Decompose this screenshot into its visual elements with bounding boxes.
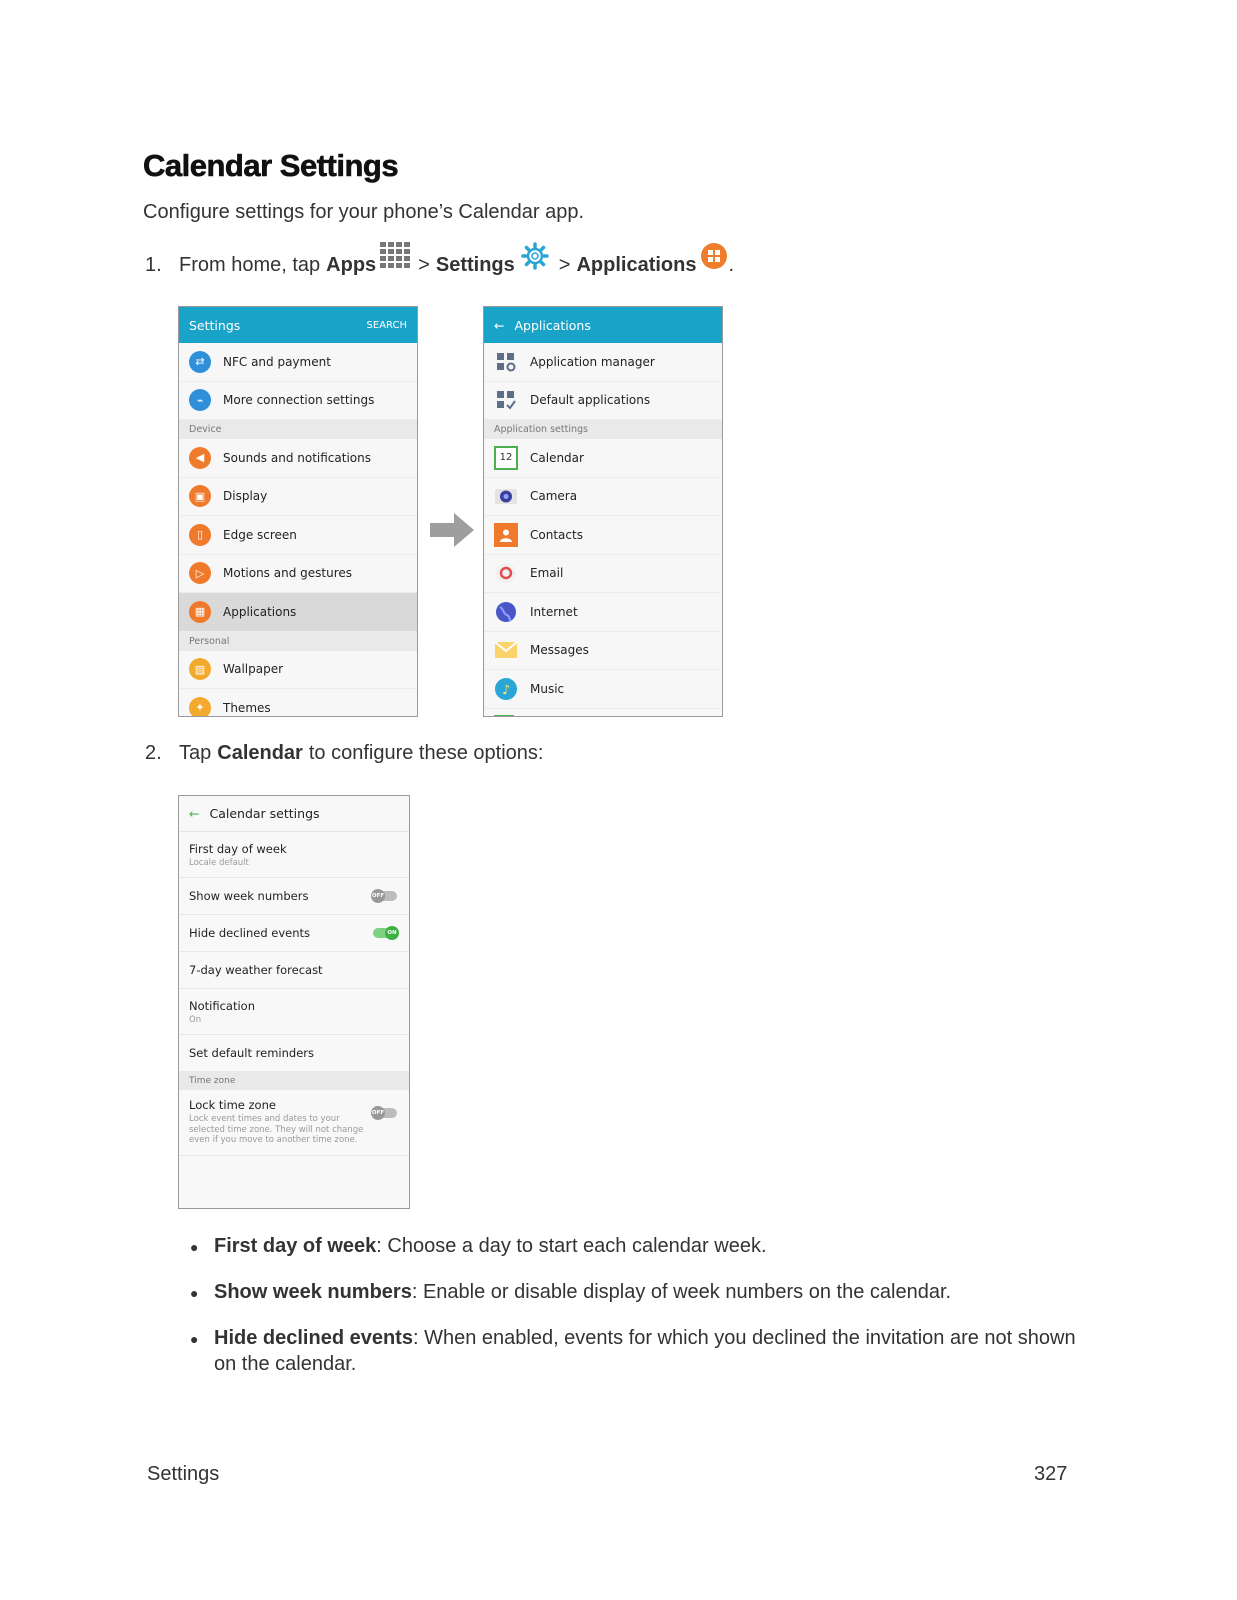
list-item[interactable] xyxy=(484,343,722,382)
default-apps-icon xyxy=(494,388,518,412)
intro-text: Configure settings for your phone’s Calendar app. xyxy=(143,201,585,223)
setting-label: First day of week xyxy=(189,841,287,856)
section-header: Application settings xyxy=(484,420,722,439)
list-item[interactable] xyxy=(484,478,722,517)
lock-time-zone-setting[interactable] xyxy=(179,1090,409,1156)
list-item xyxy=(190,1325,1090,1377)
option-name: Show week numbers xyxy=(214,1281,412,1303)
calendar-settings-header xyxy=(179,796,409,832)
settings-header xyxy=(179,307,417,343)
section-header: Time zone xyxy=(179,1072,409,1090)
first-day-setting[interactable] xyxy=(179,832,409,878)
settings-header-title: Settings xyxy=(189,317,241,333)
page-title: Calendar Settings xyxy=(143,148,399,183)
next-app-icon-partial xyxy=(494,715,514,718)
section-header: Device xyxy=(179,420,417,439)
applications-icon: ▦ xyxy=(189,601,211,623)
applications-header-title: Applications xyxy=(514,317,591,333)
notification-setting[interactable] xyxy=(179,989,409,1035)
search-link[interactable]: SEARCH xyxy=(366,319,407,331)
list-item-label: Application manager xyxy=(530,354,655,369)
nfc-icon: ⇄ xyxy=(189,351,211,373)
setting-label: Notification xyxy=(189,998,255,1013)
applications-header xyxy=(484,307,722,343)
step-number: 2. xyxy=(145,742,162,764)
gear-icon xyxy=(521,242,549,276)
step-number: 1. xyxy=(145,253,162,276)
back-arrow-icon[interactable]: ← xyxy=(494,317,505,333)
lock-time-zone-toggle[interactable]: OFF xyxy=(373,1108,397,1118)
list-item[interactable] xyxy=(179,439,417,478)
options-list xyxy=(190,1233,1090,1396)
bullet-icon: ● xyxy=(190,1285,199,1301)
separator: > xyxy=(558,253,571,276)
internet-icon xyxy=(494,600,518,624)
reminders-setting[interactable] xyxy=(179,1035,409,1072)
list-item-label: Email xyxy=(530,566,564,581)
bullet-icon: ● xyxy=(190,1239,199,1255)
app-manager-icon xyxy=(494,350,518,374)
calendar-settings-screenshot xyxy=(178,795,410,1209)
calendar-icon: 12 xyxy=(494,446,518,470)
option-desc: : Choose a day to start each calendar week. xyxy=(376,1235,767,1257)
list-item[interactable] xyxy=(484,516,722,555)
setting-label: 7-day weather forecast xyxy=(189,963,323,977)
option-desc: : Enable or disable display of week numbers on the calendar. xyxy=(411,1281,952,1303)
applications-label: Applications xyxy=(576,253,697,276)
option-name: First day of week xyxy=(214,1235,377,1257)
setting-sub: Lock event times and dates to your selected time zone. They will not change even if you move to another time zone. xyxy=(189,1114,364,1145)
camera-icon xyxy=(494,484,518,508)
sound-icon: ◀ xyxy=(189,447,211,469)
page-number: 327 xyxy=(1034,1463,1068,1485)
footer-section: Settings xyxy=(147,1463,220,1485)
list-item-label: More connection settings xyxy=(223,393,375,408)
setting-sub: Locale default xyxy=(189,857,249,868)
list-item-label: Music xyxy=(530,681,565,696)
list-item[interactable] xyxy=(179,516,417,555)
music-icon xyxy=(494,677,518,701)
calendar-settings-title: Calendar settings xyxy=(209,806,320,821)
list-item-label: Sounds and notifications xyxy=(223,450,371,465)
setting-label: Hide declined events xyxy=(189,926,311,940)
setting-label: Show week numbers xyxy=(189,889,309,903)
wallpaper-icon: ▨ xyxy=(189,658,211,680)
list-item-label: Wallpaper xyxy=(223,662,284,677)
email-icon xyxy=(494,561,518,585)
list-item-label: Messages xyxy=(530,643,589,658)
weather-setting[interactable] xyxy=(179,952,409,989)
list-item-label: Contacts xyxy=(530,527,583,542)
step-end: . xyxy=(728,253,735,276)
svg-text:♪: ♪ xyxy=(502,682,511,698)
list-item-label: Default applications xyxy=(530,393,651,408)
list-item[interactable] xyxy=(484,439,722,478)
list-item[interactable] xyxy=(484,670,722,709)
edge-screen-icon: ▯ xyxy=(189,524,211,546)
motions-icon: ▷ xyxy=(189,562,211,584)
themes-icon: ✦ xyxy=(189,697,211,717)
section-header: Personal xyxy=(179,632,417,651)
list-item-label: Motions and gestures xyxy=(223,566,353,581)
list-item-label: Display xyxy=(223,489,268,504)
settings-label: Settings xyxy=(435,253,515,276)
list-item[interactable] xyxy=(484,632,722,671)
connection-icon: ⌁ xyxy=(189,389,211,411)
list-item[interactable] xyxy=(484,593,722,632)
list-item[interactable] xyxy=(179,555,417,594)
list-item[interactable] xyxy=(179,343,417,382)
list-item-selected[interactable] xyxy=(179,593,417,632)
setting-sub: On xyxy=(189,1014,202,1025)
list-item[interactable] xyxy=(484,555,722,594)
separator: > xyxy=(418,253,430,276)
list-item xyxy=(190,1279,1090,1306)
step-text: to configure these options: xyxy=(308,742,544,764)
step-1 xyxy=(145,248,734,282)
list-item[interactable] xyxy=(179,478,417,517)
list-item-label: Edge screen xyxy=(223,527,297,542)
option-desc: : When enabled, events for which you declined the invitation are not shown on the calendar. xyxy=(214,1327,1076,1375)
list-item-label: Internet xyxy=(530,604,578,619)
settings-screenshot xyxy=(178,306,418,717)
list-item[interactable] xyxy=(179,651,417,690)
messages-icon xyxy=(494,638,518,662)
list-item[interactable] xyxy=(179,689,417,717)
apps-label: Apps xyxy=(326,253,377,276)
apps-grid-icon xyxy=(380,242,410,276)
list-item xyxy=(190,1233,1090,1260)
week-numbers-setting[interactable] xyxy=(179,878,409,915)
list-item-label: Themes xyxy=(223,700,271,715)
setting-label: Lock time zone xyxy=(189,1098,276,1112)
setting-label: Set default reminders xyxy=(189,1046,314,1060)
list-item-label: NFC and payment xyxy=(223,354,331,369)
contacts-icon xyxy=(494,523,518,547)
back-arrow-icon[interactable]: ← xyxy=(189,806,200,821)
step-text: Tap xyxy=(179,742,212,764)
hide-declined-toggle[interactable]: ON xyxy=(373,928,397,938)
list-item-label: Camera xyxy=(530,489,578,504)
list-item[interactable] xyxy=(179,382,417,421)
step-text: From home, tap xyxy=(179,253,321,276)
bullet-icon: ● xyxy=(190,1331,199,1347)
week-numbers-toggle[interactable]: OFF xyxy=(373,891,397,901)
hide-declined-setting[interactable] xyxy=(179,915,409,952)
list-item[interactable] xyxy=(484,382,722,421)
list-item-label: Calendar xyxy=(530,450,584,465)
applications-icon xyxy=(700,242,728,276)
calendar-label: Calendar xyxy=(217,742,303,764)
list-item-label: Applications xyxy=(223,604,297,619)
applications-screenshot xyxy=(483,306,723,717)
arrow-right-icon xyxy=(430,511,474,554)
step-2 xyxy=(145,742,543,765)
option-name: Hide declined events xyxy=(214,1327,413,1349)
display-icon: ▣ xyxy=(189,485,211,507)
